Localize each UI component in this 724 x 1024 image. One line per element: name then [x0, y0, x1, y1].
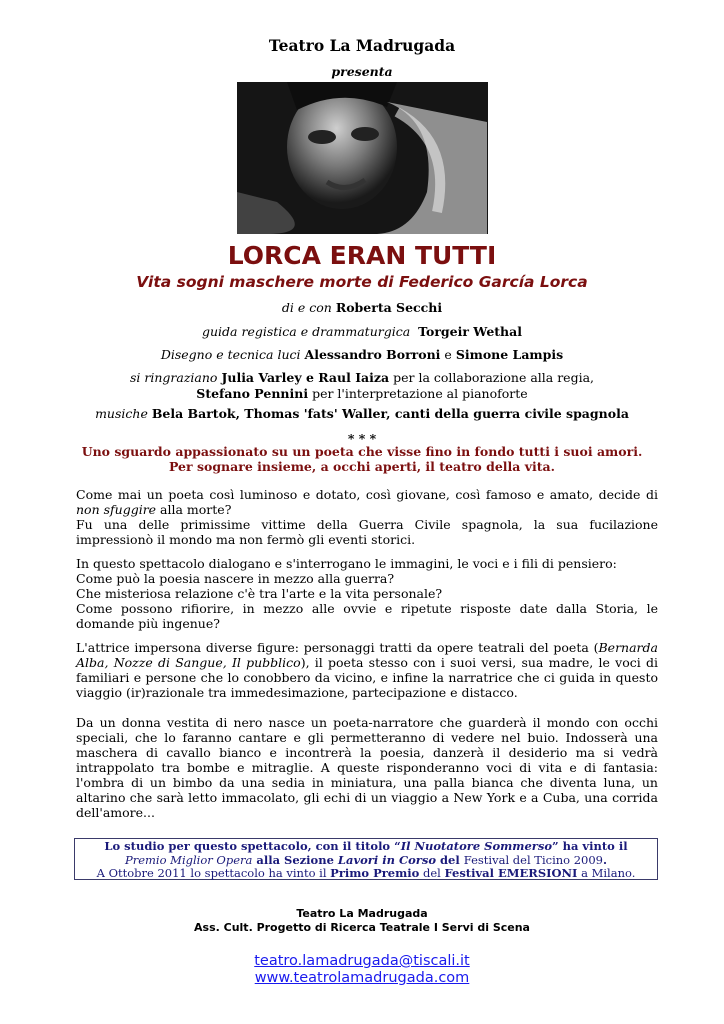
award-emphasis: Premio Miglior Opera	[124, 852, 253, 867]
paragraph-text: alla morte?	[156, 502, 232, 517]
footer-association: Ass. Cult. Progetto di Ricerca Teatrale I Servi di Scena	[194, 921, 530, 934]
paragraph-2	[76, 556, 658, 631]
award-emphasis: Primo Premio	[330, 866, 420, 880]
credit-name: Julia Varley e Raul Iaiza	[221, 370, 390, 385]
tagline-line1: Uno sguardo appassionato su un poeta che visse fino in fondo tutti i suoi amori.	[81, 444, 643, 459]
award-text: del	[419, 866, 445, 880]
credit-name: Alessandro Borroni	[304, 347, 441, 362]
credit-text: per la collaborazione alla regia,	[393, 370, 594, 385]
paragraph-text: Come mai un poeta così luminoso e dotato, così giovane, così famoso e amato, decide di	[76, 487, 658, 502]
award-emphasis: Lavori in Corso	[337, 852, 436, 867]
credit-performer	[0, 300, 724, 316]
credit-thanks	[0, 370, 724, 402]
paragraph-text: L'attrice impersona diverse figure: personaggi tratti da opere teatrali del poeta (	[76, 640, 599, 655]
paragraph-text: Come può la poesia nascere in mezzo alla guerra?	[76, 571, 395, 586]
paragraph-text: ), il poeta stesso con i suoi versi, sua madre, le voci di familiari e persone che lo conobbero da vicino, e infine la narratrice che ci guida in questo viaggio (ir)razionale tra immedesimazione, partecipazione e distacco.	[76, 655, 658, 700]
credit-music	[0, 406, 724, 422]
credit-name: Torgeir Wethal	[418, 324, 522, 339]
tagline	[0, 444, 724, 474]
presents-label: presenta	[331, 64, 393, 79]
credit-conjunction: e	[444, 347, 452, 362]
email-link[interactable]: teatro.lamadrugada@tiscali.it	[254, 953, 470, 969]
credit-label: guida registica e drammaturgica	[202, 324, 411, 339]
award-text: alla Sezione	[252, 852, 338, 867]
credit-label: si ringraziano	[130, 370, 218, 385]
award-text: a Milano.	[577, 866, 636, 880]
paragraph-emphasis: non sfuggire	[76, 502, 157, 517]
paragraph-text: Come possono rifiorire, in mezzo alle ovvie e ripetute risposte date dalla Storia, le domande più ingenue?	[76, 601, 658, 631]
award-text: Lo studio per questo spettacolo, con il titolo “	[104, 839, 401, 853]
paragraph-3	[76, 640, 658, 700]
paragraph-4: Da un donna vestita di nero nasce un poeta-narratore che guarderà il mondo con occhi speciali, che lo faranno cantare e gli permetteranno di vedere nel buio. Indosserà una maschera di cavallo bianco e incontrerà la poesia, danzerà il desiderio ma si vedrà intrappolato tra bombe e mitraglie. A queste risponderanno voci di vita e di fantasia: l'ombra di un bimbo da una sedia in miniatura, una palla bianca che diventa luna, un altarino che sarà letto immacolato, gli echi di un viaggio a New York e a Cuba, una corrida dell'amore...	[76, 715, 658, 820]
show-title: LORCA ERAN TUTTI	[227, 241, 497, 270]
website-link-row	[0, 967, 724, 986]
award-text: ” ha vinto il	[552, 839, 628, 853]
tagline-line2: Per sognare insieme, a occhi aperti, il teatro della vita.	[168, 459, 555, 474]
paragraph-emphasis: Bernarda Alba, Nozze di Sangue, Il pubblico	[76, 640, 658, 670]
award-text: A Ottobre 2011 lo spettacolo ha vinto il	[96, 866, 331, 880]
credit-label: Disegno e tecnica luci	[160, 347, 301, 362]
award-text: del	[436, 852, 464, 867]
company-name: Teatro La Madrugada	[268, 36, 456, 55]
paragraph-text: In questo spettacolo dialogano e s'interrogano le immagini, le voci e i fili di pensiero:	[76, 556, 617, 571]
show-subtitle: Vita sogni maschere morte di Federico García Lorca	[136, 273, 588, 291]
footer-company: Teatro La Madrugada	[296, 907, 428, 920]
credit-direction	[0, 324, 724, 340]
award-text: Festival del Ticino 2009	[463, 852, 603, 867]
portrait-image	[237, 82, 488, 234]
credit-label: musiche	[95, 406, 148, 421]
credit-name: Roberta Secchi	[335, 300, 443, 315]
credit-name: Stefano Pennini	[196, 386, 309, 401]
award-emphasis: Festival EMERSIONI	[444, 866, 578, 880]
website-link[interactable]: www.teatrolamadrugada.com	[254, 970, 470, 986]
credit-name: Simone Lampis	[455, 347, 564, 362]
actress-portrait-photo	[237, 82, 488, 234]
credit-label: di e con	[281, 300, 332, 315]
paragraph-text: Che misteriosa relazione c'è tra l'arte e la vita personale?	[76, 586, 443, 601]
paragraph-1	[76, 487, 658, 547]
credit-name: Bela Bartok, Thomas 'fats' Waller, canti della guerra civile spagnola	[151, 406, 629, 421]
award-text: .	[603, 852, 608, 867]
section-divider: * * *	[347, 431, 377, 446]
credit-text: per l'interpretazione al pianoforte	[312, 386, 528, 401]
award-emphasis: Il Nuotatore Sommerso	[400, 839, 552, 853]
credit-lighting	[0, 347, 724, 363]
award-box	[74, 838, 658, 880]
paragraph-text: Fu una delle primissime vittime della Guerra Civile spagnola, la sua fucilazione impressionò il mondo ma non fermò gli eventi storici.	[76, 517, 658, 547]
